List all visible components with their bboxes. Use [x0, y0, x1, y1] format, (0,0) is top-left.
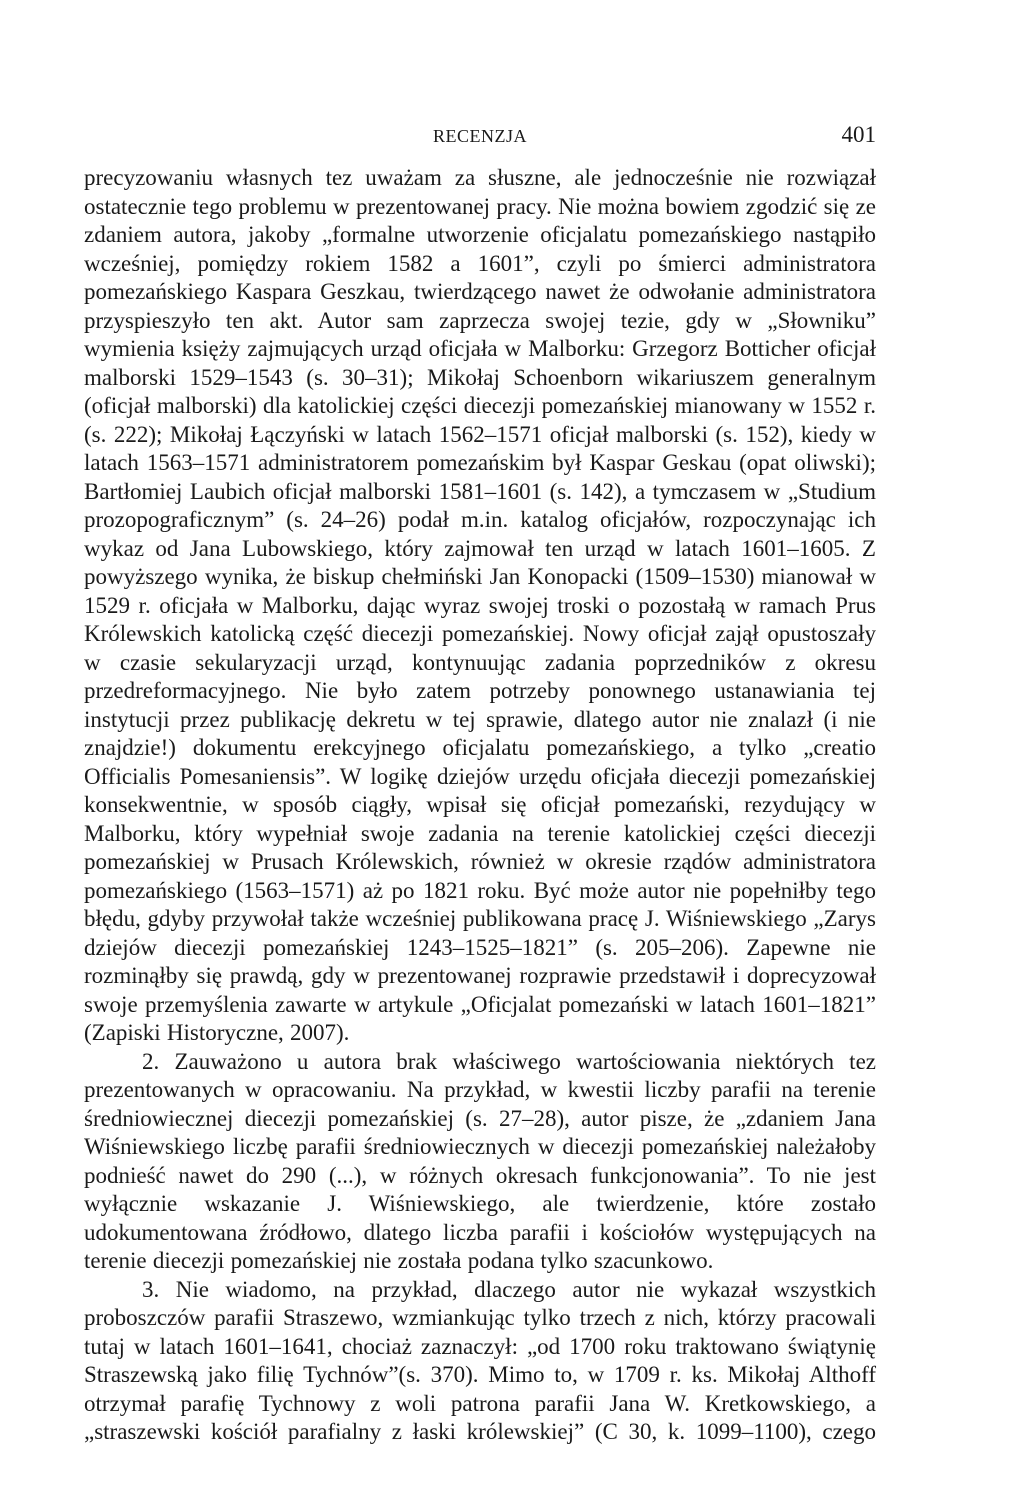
paragraph: 2. Zauważono u autora brak właściwego wartościowania niektórych tez prezentowanych w opracowaniu. Na przykład, w kwestii liczby parafii na terenie średniowiecznej diecezji pomezańskiej (s. 27–28), autor pisze, że „zdaniem Jana Wiśniewskiego liczbę parafii średniowiecznych w diecezji pomezańskiej należałoby podnieść nawet do 290 (...), w różnych okresach funkcjonowania”. To nie jest wyłącznie wskazanie J. Wiśniewskiego, ale twierdzenie, które zostało udokumentowana źródłowo, dlatego liczba parafii i kościołów występujących na terenie diecezji pomezańskiej nie została podana tylko szacunkowo.: [84, 1048, 876, 1273]
body-text: [84, 164, 876, 1447]
page-header: [84, 122, 876, 152]
running-head: RECENZJA: [433, 126, 527, 146]
page-number: 401: [841, 122, 876, 147]
paragraph: 3. Nie wiadomo, na przykład, dlaczego autor nie wykazał wszystkich proboszczów parafii Straszewo, wzmiankując tylko trzech z nich, którzy pracowali tutaj w latach 1601–1641, chociaż zaznaczył: „od 1700 roku traktowano świątynię Straszewską jako filię Tychnów”(s. 370). Mimo to, w 1709 r. ks. Mikołaj Althoff otrzymał parafię Tychnowy z woli patrona parafii Jana W. Kretkowskiego, a „straszewski kościół parafialny z łaski królewskiej” (C 30, k. 1099–1100), czego: [84, 1276, 876, 1444]
paragraph: precyzowaniu własnych tez uważam za słuszne, ale jednocześnie nie rozwiązał ostatecznie tego problemu w prezentowanej pracy. Nie można bowiem zgodzić się ze zdaniem autora, jakoby „formalne utworzenie oficjalatu pomezańskiego nastąpiło wcześniej, pomiędzy rokiem 1582 a 1601”, czyli po śmierci administratora pomezańskiego Kaspara Geszkau, twierdzącego nawet że odwołanie administratora przyspieszyło ten akt. Autor sam zaprzecza swojej tezie, gdy w „Słowniku” wymienia księży zajmujących urząd oficjała w Malborku: Grzegorz Botticher oficjał malborski 1529–1543 (s. 30–31); Mikołaj Schoenborn wikariuszem generalnym (oficjał malborski) dla katolickiej części diecezji pomezańskiej mianowany w 1552 r. (s. 222); Mikołaj Łączyński w latach 1562–1571 oficjał malborski (s. 152), kiedy w latach 1563–1571 administratorem pomezańskim był Kaspar Geskau (opat oliwski); Bartłomiej Laubich oficjał malborski 1581–1601 (s. 142), a tymczasem w „Studium prozopograficznym” (s. 24–26) podał m.in. katalog oficjałów, rozpoczynając ich wykaz od Jana Lubowskiego, który zajmował ten urząd w latach 1601–1605. Z powyższego wynika, że biskup chełmiński Jan Konopacki (1509–1530) mianował w 1529 r. oficjała w Malborku, dając wyraz swojej troski o pozostałą w ramach Prus Królewskich katolicką część diecezji pomezańskiej. Nowy oficjał zajął opustoszały w czasie sekularyzacji urząd, kontynuując zadania poprzedników z okresu przedreformacyjnego. Nie było zatem potrzeby ponownego ustanawiania tej instytucji przez publikację dekretu w tej sprawie, dlatego autor nie znalazł (i nie znajdzie!) dokumentu erekcyjnego oficjalatu pomezańskiego, a tylko „creatio Officialis Pomesaniensis”. W logikę dziejów urzędu oficjała diecezji pomezańskiej konsekwentnie, w sposób ciągły, wpisał się oficjał pomezański, rezydujący w Malborku, który wypełniał swoje zadania na terenie katolickiej części diecezji pomezańskiej w Prusach Królewskich, również w okresie rządów administratora pomezańskiego (1563–1571) aż po 1821 roku. Być może autor nie popełniłby tego błędu, gdyby przywołał także wcześniej publikowana pracę J. Wiśniewskiego „Zarys dziejów diecezji pomezańskiej 1243–1525–1821” (s. 205–206). Zapewne nie rozminąłby się prawdą, gdy w prezentowanej rozprawie przedstawił i doprecyzował swoje przemyślenia zawarte w artykule „Oficjalat pomezański w latach 1601–1821” (Zapiski Historyczne, 2007).: [84, 165, 876, 1045]
